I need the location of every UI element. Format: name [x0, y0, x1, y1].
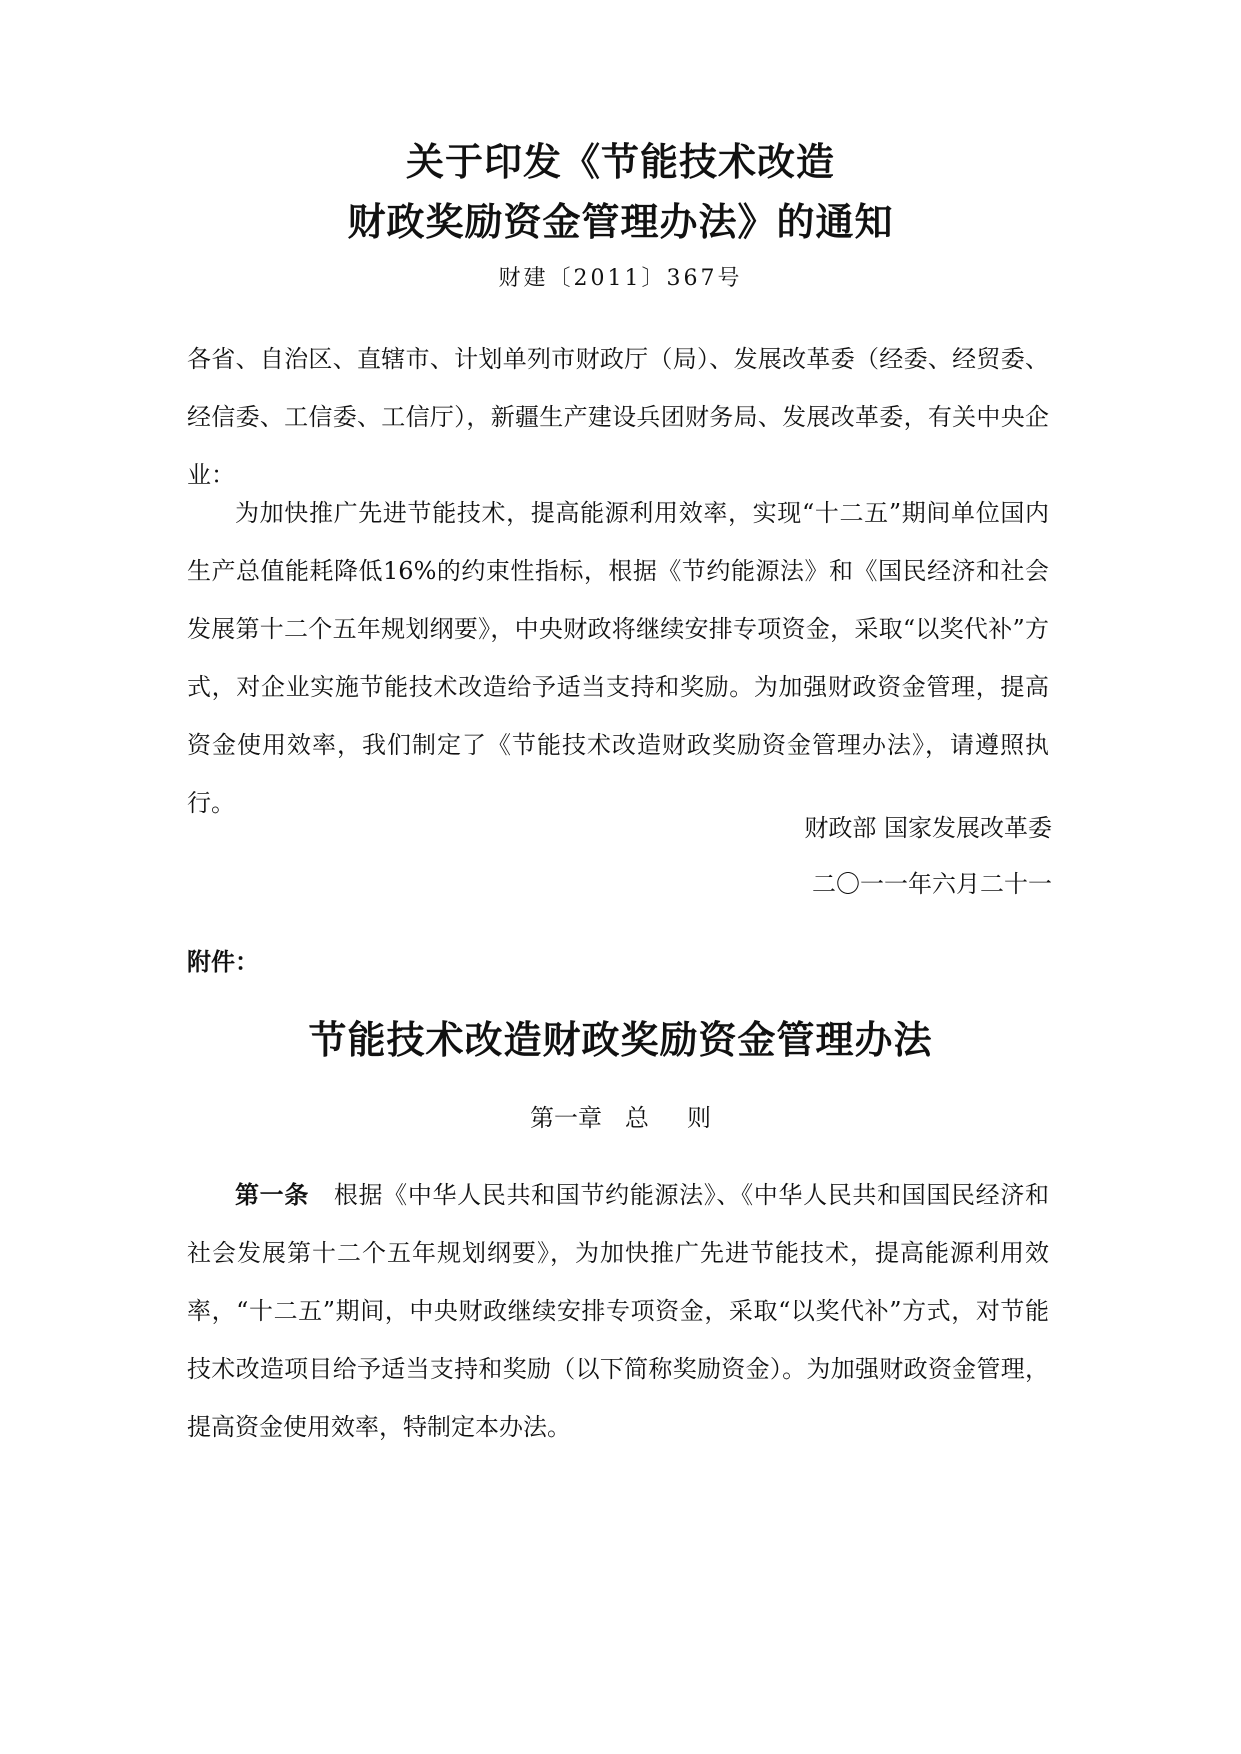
notice-title-line-2: 财政奖励资金管理办法》的通知 [347, 199, 894, 244]
document-number: 财建〔2011〕367号 [498, 266, 743, 291]
issue-date: 二〇一一年六月二十一 [812, 870, 1052, 898]
chapter-heading: 第一章 总 则 [529, 1104, 712, 1132]
attachment-title: 节能技术改造财政奖励资金管理办法 [308, 1017, 933, 1062]
notice-title-line-1: 关于印发《节能技术改造 [405, 139, 835, 184]
article-1-gap [309, 1181, 334, 1209]
attachment-label: 附件： [187, 947, 259, 976]
notice-body-paragraph: 为加快推广先进节能技术，提高能源利用效率，实现“十二五”期间单位国内生产总值能耗降低16%的约束性指标，根据《节约能源法》和《国民经济和社会发展第十二个五年规划纲要》，中央财政将继续安排专项资金，采取“以奖代补”方式，对企业实施节能技术改造给予适当支持和奖励。为加强财政资金管理，提高资金使用效率，我们制定了《节能技术改造财政奖励资金管理办法》，请遵照执行。 [187, 499, 1049, 817]
addressee-paragraph: 各省、自治区、直辖市、计划单列市财政厅（局）、发展改革委（经委、经贸委、经信委、工信委、工信厅），新疆生产建设兵团财务局、发展改革委，有关中央企业： [187, 345, 1049, 489]
article-1-text: 根据《中华人民共和国节约能源法》、《中华人民共和国国民经济和社会发展第十二个五年规划纲要》，为加快推广先进节能技术，提高能源利用效率，“十二五”期间，中央财政继续安排专项资金，采取“以奖代补”方式，对节能技术改造项目给予适当支持和奖励（以下简称奖励资金）。为加强财政资金管理，提高资金使用效率，特制定本办法。 [187, 1181, 1050, 1441]
issuer-signature: 财政部 国家发展改革委 [804, 814, 1052, 842]
article-1-number: 第一条 [235, 1180, 309, 1209]
article-1-paragraph [187, 1166, 1049, 1456]
